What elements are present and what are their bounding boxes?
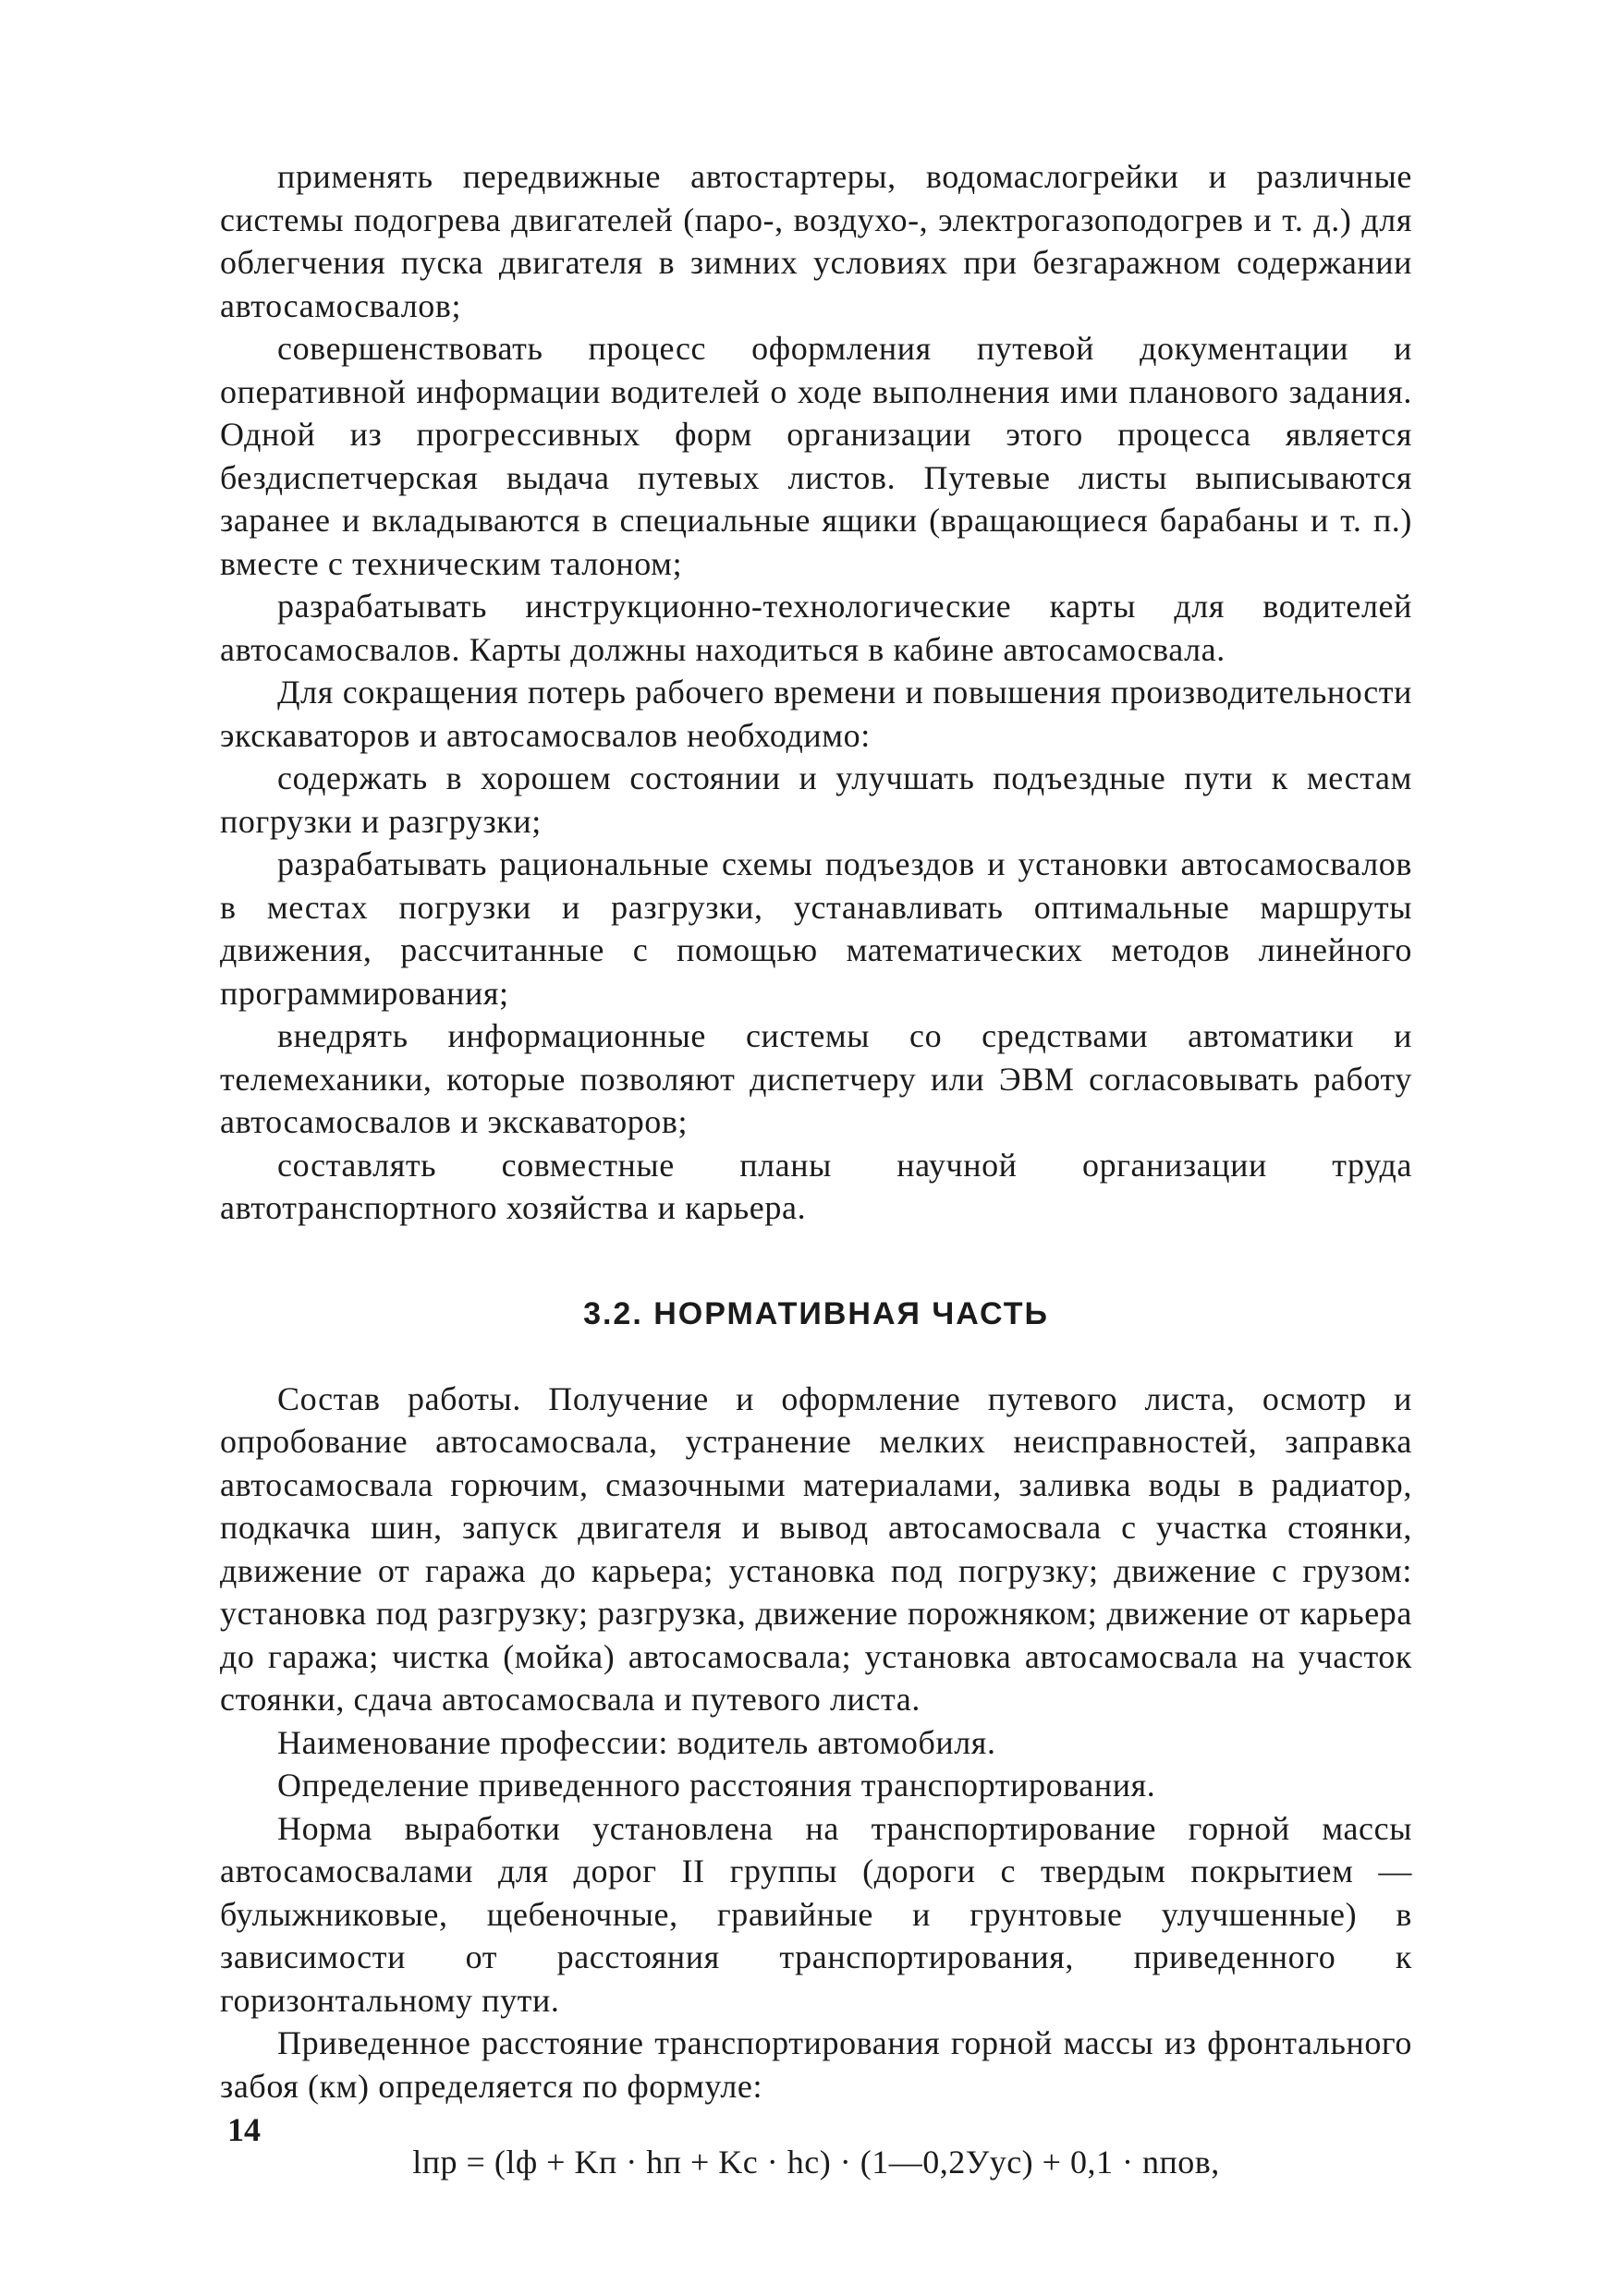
paragraph-formula-intro: Приведенное расстояние транспортирования горной массы из фронтального забоя (км) определяется по формуле: [220,2024,1412,2105]
paragraph-preheating: применять передвижные автостартеры, водомаслогрейки и различные системы подогрева двигателей (паро-, воздухо-, электрогазоподогрев и т. д.) для облегчения пуска двигателя в зимних условиях при безгаражном содержании автосамосвалов; [220,158,1412,324]
paragraph-reduce-losses: Для сокращения потерь рабочего времени и повышения производительности экскаваторов и автосамосвалов необходимо: [220,674,1412,754]
paragraph-distance-definition: Определение приведенного расстояния транспортирования. [277,1767,1156,1804]
distance-formula: lпр = (lф + Kп · hп + Kс · hс) · (1—0,2Уус) + 0,1 · nпов, [412,2144,1220,2181]
page-number: 14 [227,2111,261,2148]
paragraph-documentation: совершенствовать процесс оформления путевой документации и оперативной информации водителей о ходе выполнения ими планового задания. Одной из прогрессивных форм организации этого процесса является бездиспетчерская выдача путевых листов. Путевые листы выписываются заранее и вкладываются в специальные ящики (вращающиеся барабаны и т. п.) вместе с техническим талоном; [220,330,1412,582]
paragraph-access-roads: содержать в хорошем состоянии и улучшать подъездные пути к местам погрузки и разгрузки; [220,759,1412,840]
paragraph-information-systems: внедрять информационные системы со средствами автоматики и телемеханики, которые позволяют диспетчеру или ЭВМ согласовывать работу автосамосвалов и экскаваторов; [220,1017,1412,1140]
paragraph-rational-schemes: разрабатывать рациональные схемы подъездов и установки автосамосвалов в местах погрузки и разгрузки, устанавливать оптимальные маршруты движения, рассчитанные с помощью математических методов линейного программирования; [220,845,1412,1012]
text-column [220,155,1412,2183]
section-heading: 3.2. НОРМАТИВНАЯ ЧАСТЬ [583,1295,1049,1331]
paragraph-profession: Наименование профессии: водитель автомобиля. [277,1723,996,1761]
paragraph-work-composition: Состав работы. Получение и оформление путевого листа, осмотр и опробование автосамосвала, устранение мелких неисправностей, заправка автосамосвала горючим, смазочными материалами, заливка воды в радиатор, подкачка шин, запуск двигателя и вывод автосамосвала с участка стоянки, движение от гаража до карьера; установка под погрузку; движение с грузом: установка под разгрузку; разгрузка, движение порожняком; движение от карьера до гаража; чистка (мойка) автосамосвала; установка автосамосвала на участок стоянки, сдача автосамосвала и путевого листа. [220,1379,1412,1718]
paragraph-joint-plans: составлять совместные планы научной организации труда автотранспортного хозяйства и карьера. [220,1146,1412,1226]
paragraph-instruction-cards: разрабатывать инструкционно-технологические карты для водителей автосамосвалов. Карты должны находиться в кабине автосамосвала. [220,588,1412,668]
paragraph-output-norm: Норма выработки установлена на транспортирование горной массы автосамосвалами для дорог II группы (дороги с твердым покрытием — булыжниковые, щебеночные, гравийные и грунтовые улучшенные) в зависимости от расстояния транспортирования, приведенного к горизонтальному пути. [220,1809,1412,2019]
